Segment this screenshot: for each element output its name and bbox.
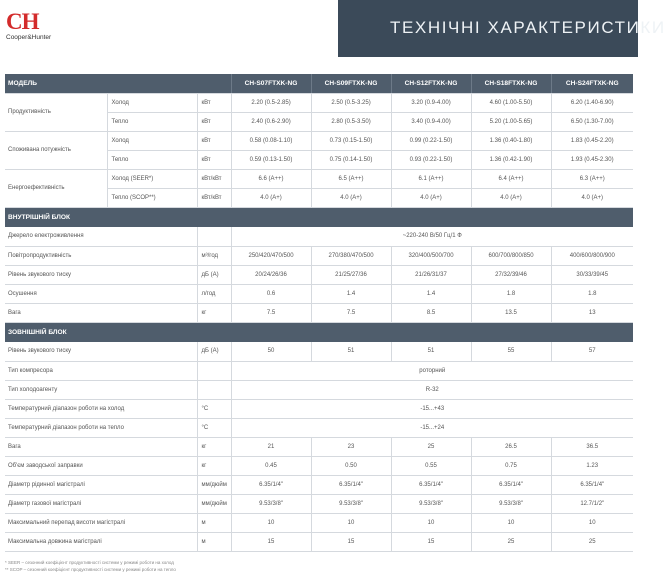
row-value: 21/26/31/37 [391, 265, 471, 284]
row-value: 10 [231, 513, 311, 532]
row-name: Джерело електроживлення [5, 227, 197, 246]
row-value: 1.8 [471, 284, 551, 303]
row-unit: мм/дюйм [197, 494, 231, 513]
table-row [5, 456, 633, 475]
row-name: Продуктивність [5, 93, 107, 131]
row-value: 3.20 (0.9-4.00) [391, 93, 471, 112]
row-name: Споживана потужність [5, 131, 107, 169]
row-value: 12.7/1/2" [551, 494, 633, 513]
row-name: Тип холодоагенту [5, 380, 197, 399]
model-name: CH-S07FTXK-NG [231, 74, 311, 93]
row-value: 6.35/1/4" [471, 475, 551, 494]
table-row [5, 342, 633, 361]
row-value: 6.20 (1.40-6.90) [551, 93, 633, 112]
row-value: 10 [551, 513, 633, 532]
row-value: 6.3 (A++) [551, 169, 633, 188]
row-value: 3.40 (0.9-4.00) [391, 112, 471, 131]
brand-logo [6, 10, 66, 46]
row-value: 0.73 (0.15-1.50) [311, 131, 391, 150]
model-label: МОДЕЛЬ [5, 74, 231, 93]
row-value: 51 [311, 342, 391, 361]
row-value: 8.5 [391, 303, 471, 322]
row-value: 4.0 (A+) [551, 188, 633, 207]
row-unit [197, 380, 231, 399]
row-name: Рівень звукового тиску [5, 342, 197, 361]
row-value: 55 [471, 342, 551, 361]
row-value: 25 [391, 437, 471, 456]
row-value: 0.58 (0.08-1.10) [231, 131, 311, 150]
table-row [5, 418, 633, 437]
section-row [5, 322, 633, 342]
row-mode: Холод [107, 131, 197, 150]
row-value: 10 [391, 513, 471, 532]
row-name: Об'єм заводської заправки [5, 456, 197, 475]
row-value: 0.93 (0.22-1.50) [391, 150, 471, 169]
table-row [5, 361, 633, 380]
row-unit: м [197, 532, 231, 551]
model-name: CH-S09FTXK-NG [311, 74, 391, 93]
table-row [5, 380, 633, 399]
row-value: 51 [391, 342, 471, 361]
row-value: 6.4 (A++) [471, 169, 551, 188]
row-value: 13.5 [471, 303, 551, 322]
row-unit: кВт/кВт [197, 188, 231, 207]
row-unit: кВт [197, 150, 231, 169]
row-value: 2.50 (0.5-3.25) [311, 93, 391, 112]
footnote: * SEER – сезонний коефіцієнт продуктивності системи у режимі роботи на холод [5, 560, 174, 565]
row-value: 320/400/500/700 [391, 246, 471, 265]
row-value: 6.35/1/4" [231, 475, 311, 494]
table-row [5, 303, 633, 322]
row-name: Діаметр рідинної магістралі [5, 475, 197, 494]
row-value: 6.35/1/4" [391, 475, 471, 494]
row-value: 21 [231, 437, 311, 456]
row-value: 1.83 (0.45-2.20) [551, 131, 633, 150]
row-value: 26.5 [471, 437, 551, 456]
row-unit: кг [197, 303, 231, 322]
row-unit: °С [197, 418, 231, 437]
table-row [5, 265, 633, 284]
row-value: 6.50 (1.30-7.00) [551, 112, 633, 131]
row-value: 4.0 (A+) [471, 188, 551, 207]
row-unit [197, 361, 231, 380]
table-row [5, 93, 633, 112]
row-value: -15...+24 [231, 418, 633, 437]
row-value: 23 [311, 437, 391, 456]
row-value: 50 [231, 342, 311, 361]
row-mode: Тепло [107, 112, 197, 131]
row-value: 6.35/1/4" [551, 475, 633, 494]
row-value: 1.93 (0.45-2.30) [551, 150, 633, 169]
row-value: 9.53/3/8" [311, 494, 391, 513]
row-value: 0.75 (0.14-1.50) [311, 150, 391, 169]
row-value: 10 [471, 513, 551, 532]
row-value: ~220-240 В/50 Гц/1 Ф [231, 227, 633, 246]
row-value: роторний [231, 361, 633, 380]
model-name: CH-S12FTXK-NG [391, 74, 471, 93]
row-name: Максимальний перепад висоти магістралі [5, 513, 197, 532]
row-value: 4.60 (1.00-5.50) [471, 93, 551, 112]
table-row [5, 532, 633, 551]
table-row [5, 399, 633, 418]
footnotes [5, 559, 176, 573]
row-value: 2.40 (0.6-2.90) [231, 112, 311, 131]
row-value: 400/600/800/900 [551, 246, 633, 265]
table-row [5, 284, 633, 303]
row-name: Повітропродуктивність [5, 246, 197, 265]
section-title: ВНУТРІШНІЙ БЛОК [5, 207, 633, 227]
row-name: Температурний діапазон роботи на холод [5, 399, 197, 418]
table-row [5, 169, 633, 188]
row-value: 25 [471, 532, 551, 551]
row-value: 57 [551, 342, 633, 361]
row-name: Вага [5, 303, 197, 322]
row-value: 5.20 (1.00-5.65) [471, 112, 551, 131]
row-value: 9.53/3/8" [391, 494, 471, 513]
row-value: 1.8 [551, 284, 633, 303]
row-mode: Холод (SEER*) [107, 169, 197, 188]
row-value: 2.80 (0.5-3.50) [311, 112, 391, 131]
row-unit: л/год [197, 284, 231, 303]
row-value: 15 [231, 532, 311, 551]
row-value: 15 [391, 532, 471, 551]
row-value: 0.45 [231, 456, 311, 475]
row-name: Тип компресора [5, 361, 197, 380]
row-value: 1.36 (0.40-1.80) [471, 131, 551, 150]
row-value: 1.23 [551, 456, 633, 475]
row-unit: дБ (А) [197, 342, 231, 361]
row-unit: м [197, 513, 231, 532]
row-value: 0.75 [471, 456, 551, 475]
row-value: 21/25/27/36 [311, 265, 391, 284]
row-mode: Тепло [107, 150, 197, 169]
table-row [5, 475, 633, 494]
row-value: 27/32/39/46 [471, 265, 551, 284]
row-value: 30/33/39/45 [551, 265, 633, 284]
row-value: R-32 [231, 380, 633, 399]
brand-mark: CH [6, 9, 39, 34]
table-row [5, 513, 633, 532]
table-row [5, 131, 633, 150]
table-header-row [5, 74, 633, 93]
brand-name: Cooper&Hunter [6, 34, 52, 41]
row-value: -15...+43 [231, 399, 633, 418]
row-value: 250/420/470/500 [231, 246, 311, 265]
row-value: 2.20 (0.5-2.85) [231, 93, 311, 112]
row-value: 0.55 [391, 456, 471, 475]
row-value: 4.0 (A+) [311, 188, 391, 207]
row-value: 7.5 [311, 303, 391, 322]
row-value: 600/700/800/850 [471, 246, 551, 265]
row-name: Енергоефективність [5, 169, 107, 207]
table-row [5, 494, 633, 513]
row-unit: кг [197, 456, 231, 475]
row-unit: кг [197, 437, 231, 456]
row-value: 0.50 [311, 456, 391, 475]
row-value: 9.53/3/8" [471, 494, 551, 513]
row-unit: кВт [197, 131, 231, 150]
row-unit: дБ (А) [197, 265, 231, 284]
table-row [5, 437, 633, 456]
row-unit: кВт [197, 93, 231, 112]
row-name: Рівень звукового тиску [5, 265, 197, 284]
row-value: 4.0 (A+) [391, 188, 471, 207]
row-unit: кВт [197, 112, 231, 131]
row-unit: м³/год [197, 246, 231, 265]
header-band [338, 0, 666, 57]
table-row [5, 227, 633, 246]
row-name: Діаметр газової магістралі [5, 494, 197, 513]
row-unit: мм/дюйм [197, 475, 231, 494]
row-name: Вага [5, 437, 197, 456]
row-value: 13 [551, 303, 633, 322]
row-value: 15 [311, 532, 391, 551]
row-value: 0.99 (0.22-1.50) [391, 131, 471, 150]
model-name: CH-S24FTXK-NG [551, 74, 633, 93]
row-value: 1.4 [391, 284, 471, 303]
row-value: 25 [551, 532, 633, 551]
row-unit: °С [197, 399, 231, 418]
footnote: ** SCOP – сезонний коефіцієнт продуктивності системи у режимі роботи на тепло [5, 567, 176, 572]
row-value: 20/24/26/36 [231, 265, 311, 284]
section-title: ЗОВНІШНІЙ БЛОК [5, 322, 633, 342]
row-value: 9.53/3/8" [231, 494, 311, 513]
row-value: 4.0 (A+) [231, 188, 311, 207]
row-mode: Тепло (SCOP**) [107, 188, 197, 207]
row-value: 0.59 (0.13-1.50) [231, 150, 311, 169]
row-value: 7.5 [231, 303, 311, 322]
page-title: ТЕХНІЧНІ ХАРАКТЕРИСТИКИ [390, 18, 666, 37]
row-value: 36.5 [551, 437, 633, 456]
row-value: 270/380/470/500 [311, 246, 391, 265]
row-name: Осушення [5, 284, 197, 303]
row-value: 1.4 [311, 284, 391, 303]
row-name: Максимальна довжина магістралі [5, 532, 197, 551]
row-unit [197, 227, 231, 246]
row-value: 6.35/1/4" [311, 475, 391, 494]
section-row [5, 207, 633, 227]
row-value: 0.6 [231, 284, 311, 303]
row-name: Температурний діапазон роботи на тепло [5, 418, 197, 437]
table-row [5, 246, 633, 265]
row-value: 6.6 (A++) [231, 169, 311, 188]
row-value: 10 [311, 513, 391, 532]
row-mode: Холод [107, 93, 197, 112]
model-name: CH-S18FTXK-NG [471, 74, 551, 93]
row-unit: кВт/кВт [197, 169, 231, 188]
row-value: 6.5 (A++) [311, 169, 391, 188]
row-value: 1.36 (0.42-1.90) [471, 150, 551, 169]
specs-table [5, 74, 633, 552]
row-value: 6.1 (A++) [391, 169, 471, 188]
